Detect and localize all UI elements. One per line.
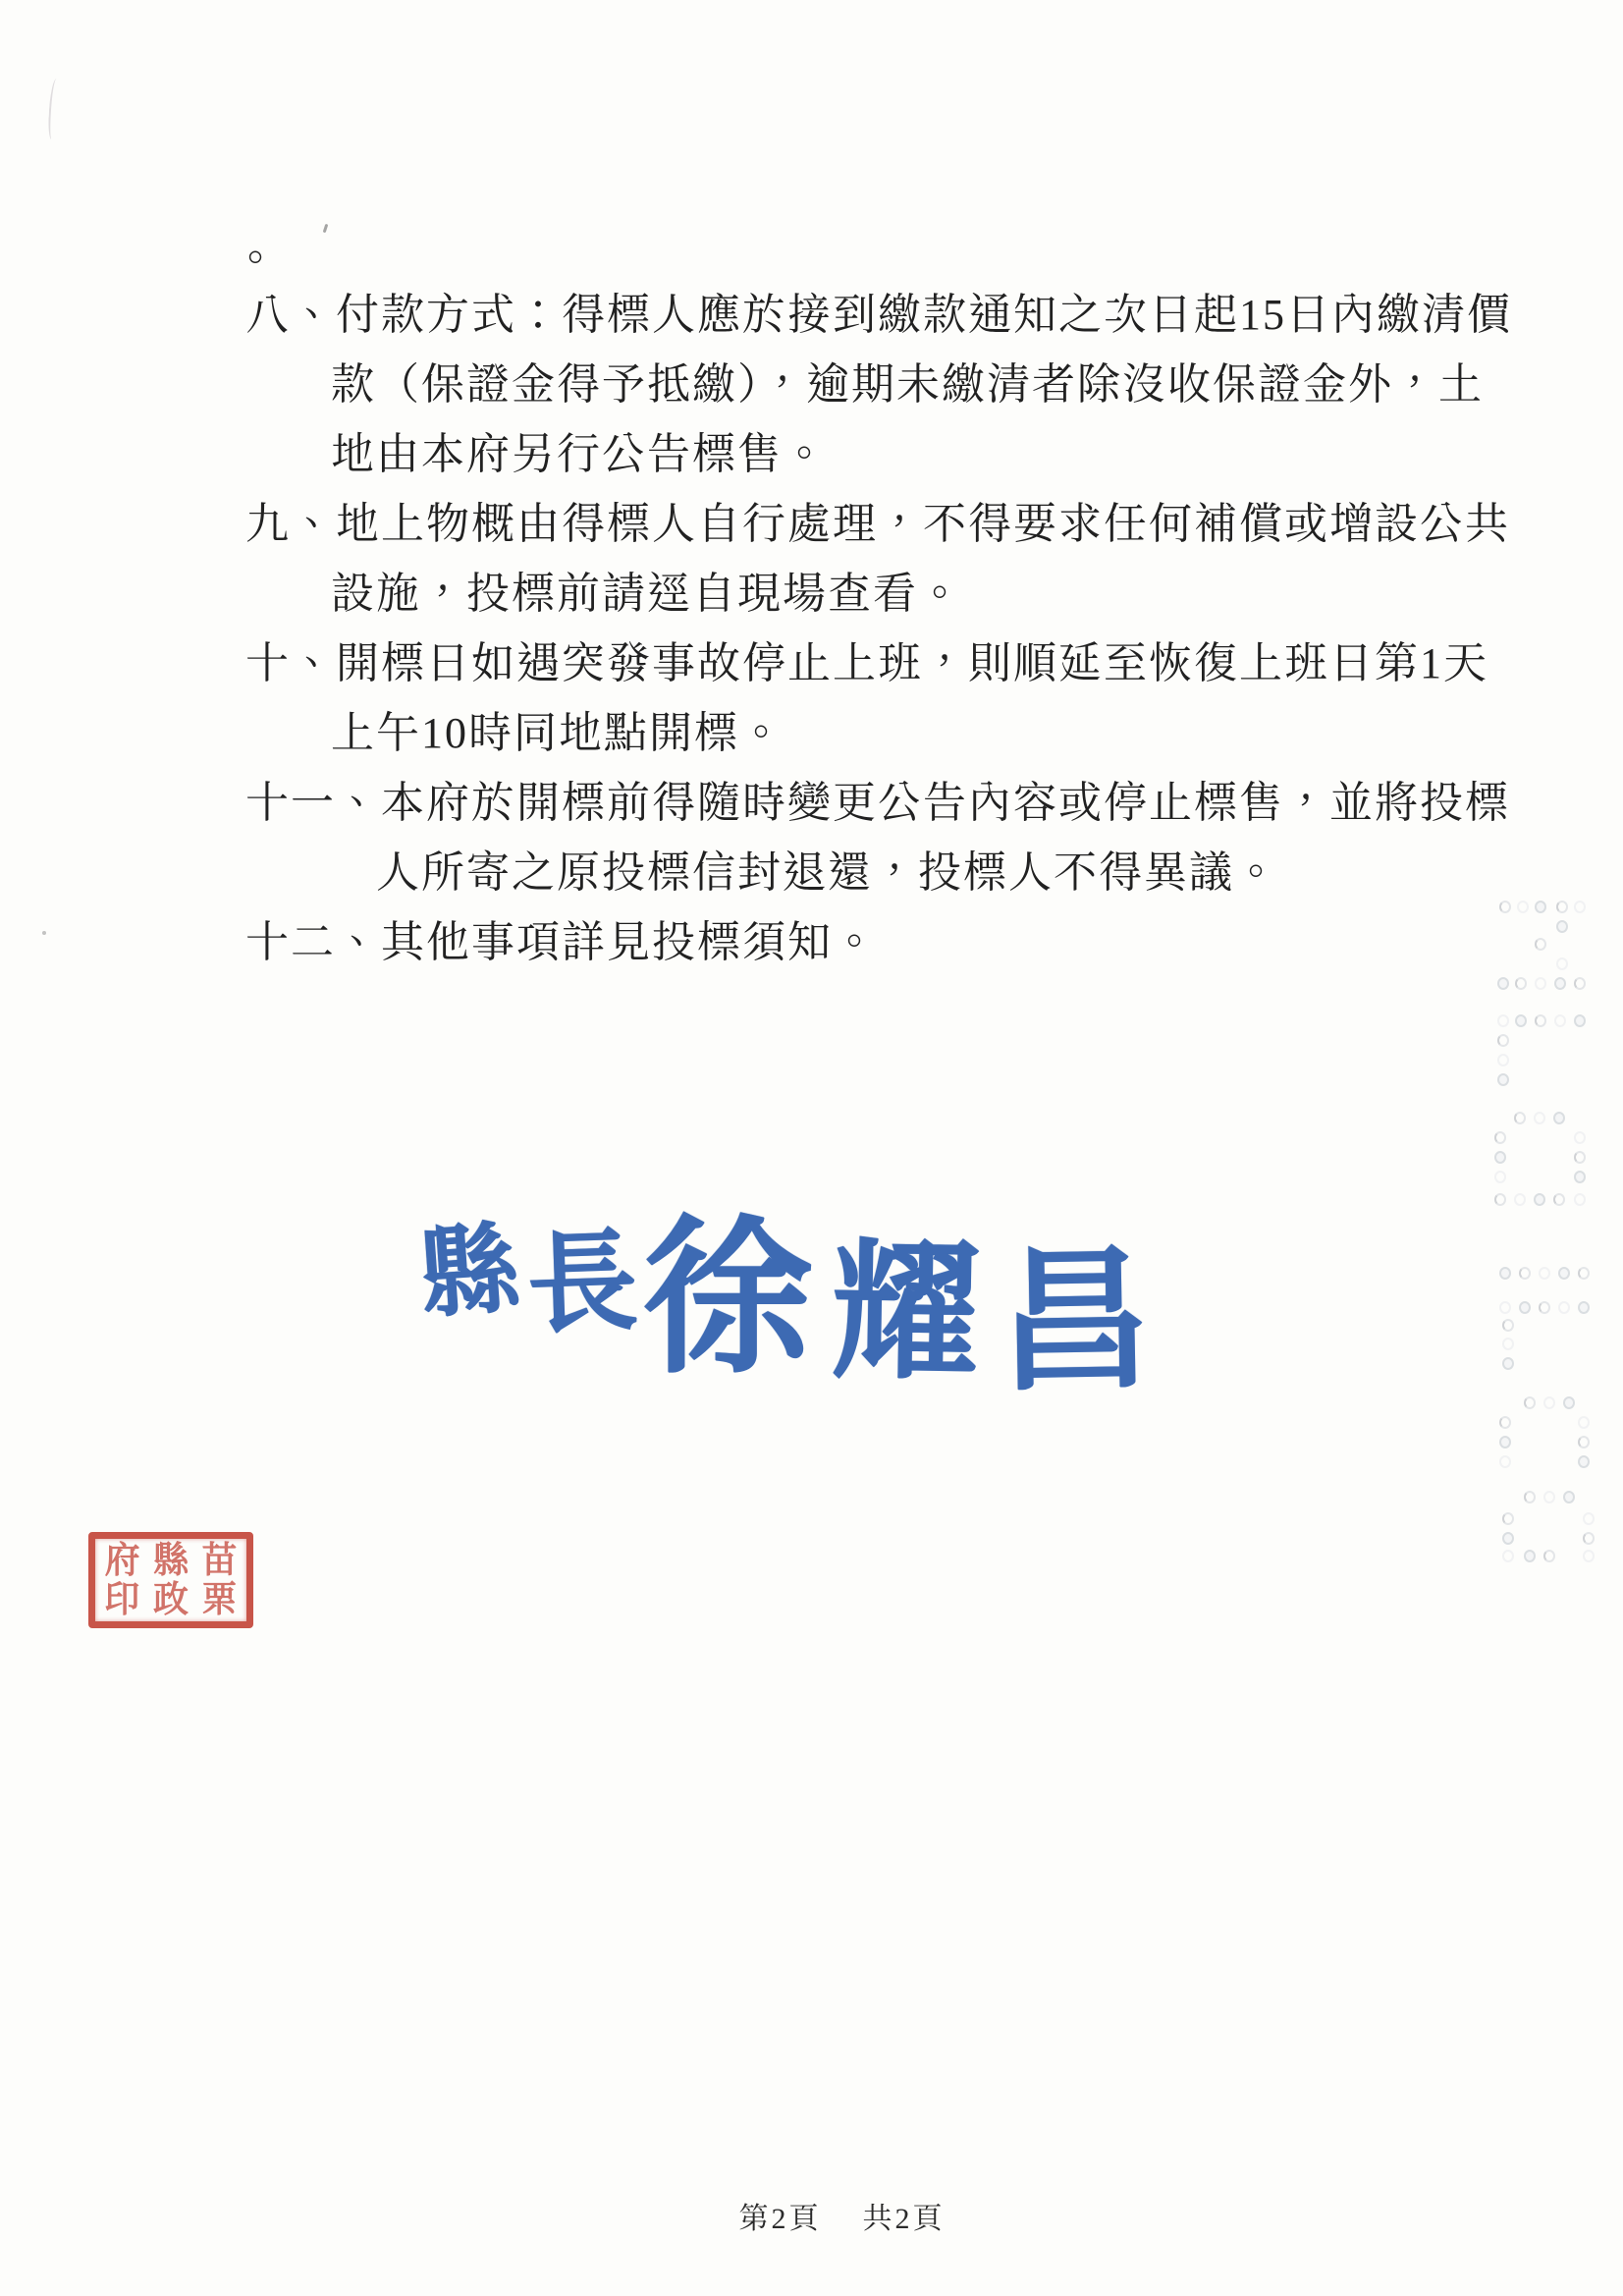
scan-dot bbox=[1558, 1301, 1570, 1314]
scan-dot bbox=[1499, 1301, 1511, 1314]
text-line: 款（保證金得予抵繳），逾期未繳清者除沒收保證金外，土 bbox=[331, 360, 1484, 409]
seal-char: 縣 bbox=[152, 1540, 189, 1581]
scan-dot bbox=[1583, 1550, 1595, 1562]
scan-dot bbox=[1502, 1532, 1514, 1545]
scan-dot bbox=[1574, 1151, 1586, 1164]
scan-dot bbox=[1563, 1491, 1575, 1503]
scan-dot bbox=[1578, 1416, 1590, 1429]
seal-column bbox=[105, 1541, 140, 1619]
text-line: 設施，投標前請逕自現場查看。 bbox=[331, 570, 963, 618]
scan-dot bbox=[1574, 1193, 1586, 1206]
scan-dot bbox=[1514, 1193, 1526, 1206]
scan-dot bbox=[1499, 1436, 1511, 1449]
text-line-item-11: 十一、本府於開標前得隨時變更公告內容或停止標售，並將投標 bbox=[245, 779, 1510, 827]
scan-dot bbox=[1499, 1455, 1511, 1468]
scan-dot bbox=[1494, 1131, 1506, 1144]
scan-dot bbox=[1519, 1267, 1531, 1280]
scan-dot bbox=[1497, 1034, 1509, 1047]
scan-dot bbox=[1534, 1112, 1545, 1124]
scan-dot bbox=[1574, 1014, 1586, 1027]
scan-dot bbox=[1578, 1301, 1590, 1314]
scan-dot bbox=[1543, 1491, 1555, 1503]
seal-char: 府 bbox=[104, 1540, 140, 1581]
text-line: 。 bbox=[247, 221, 293, 269]
text-line-item-9: 九、地上物概由得標人自行處理，不得要求任何補償或增設公共 bbox=[245, 500, 1510, 548]
scan-dot bbox=[1494, 1193, 1506, 1206]
scan-dot bbox=[1502, 1357, 1514, 1370]
page-footer bbox=[30, 2194, 1623, 2237]
seal-char: 政 bbox=[152, 1579, 189, 1620]
scan-dot bbox=[1497, 1054, 1509, 1066]
scan-dot bbox=[1515, 977, 1527, 990]
signature-char: 徐 bbox=[643, 1207, 812, 1394]
signature-char: 耀 bbox=[829, 1230, 982, 1398]
scan-dot bbox=[1574, 1131, 1586, 1144]
scan-dot bbox=[1539, 1301, 1550, 1314]
footer-gap bbox=[822, 2194, 863, 2237]
scan-dot bbox=[1524, 1491, 1536, 1503]
seal-column bbox=[153, 1541, 189, 1619]
scan-dot bbox=[1499, 1416, 1511, 1429]
scan-dot bbox=[1502, 1512, 1514, 1525]
text-line-item-12: 十二、其他事項詳見投標須知。 bbox=[245, 918, 878, 966]
scan-dot bbox=[1535, 977, 1546, 990]
scan-dot bbox=[1524, 1550, 1536, 1562]
scan-dot bbox=[1583, 1532, 1595, 1545]
seal-char: 苗 bbox=[201, 1540, 238, 1581]
scan-dot bbox=[1543, 1550, 1555, 1562]
scan-dot bbox=[1502, 1338, 1514, 1350]
scan-dot bbox=[1553, 1112, 1565, 1124]
scan-dot bbox=[1497, 1014, 1509, 1027]
page-number: 第2頁 bbox=[738, 2203, 822, 2235]
scan-dot bbox=[1519, 1301, 1531, 1314]
scan-dot bbox=[1534, 1193, 1545, 1206]
scan-dot bbox=[1535, 1014, 1546, 1027]
text-line-item-10: 十、開標日如遇突發事故停止上班，則順延至恢復上班日第1天 bbox=[245, 639, 1488, 687]
signature-char: 長 bbox=[524, 1222, 640, 1347]
text-line: 人所寄之原投標信封退還，投標人不得異議。 bbox=[376, 848, 1279, 897]
seal-char: 印 bbox=[104, 1579, 140, 1620]
scan-dot bbox=[1583, 1512, 1595, 1525]
scan-dot bbox=[1502, 1319, 1514, 1332]
text-line-item-8: 八、付款方式：得標人應於接到繳款通知之次日起15日內繳清價 bbox=[245, 291, 1512, 339]
scan-dot bbox=[1494, 1171, 1506, 1183]
page-total: 共2頁 bbox=[862, 2203, 946, 2235]
scan-dot bbox=[1502, 1550, 1514, 1562]
scan-dot bbox=[1494, 1151, 1506, 1164]
scan-dot bbox=[1539, 1267, 1550, 1280]
scan-dot bbox=[1524, 1396, 1536, 1409]
scan-dot bbox=[1578, 1267, 1590, 1280]
scan-squiggle-artifact bbox=[47, 79, 60, 139]
signature-char: 昌 bbox=[995, 1234, 1154, 1410]
scan-dot bbox=[1497, 1073, 1509, 1086]
scan-dot bbox=[1554, 1014, 1566, 1027]
scan-dot bbox=[1574, 977, 1586, 990]
announcement-body bbox=[0, 210, 1623, 977]
signature-char: 縣 bbox=[416, 1214, 522, 1331]
scan-dot bbox=[1515, 1014, 1527, 1027]
text-line: 上午10時同地點開標。 bbox=[331, 709, 784, 757]
scan-dot bbox=[1578, 1455, 1590, 1468]
text-line: 地由本府另行公告標售。 bbox=[331, 430, 828, 478]
seal-column bbox=[201, 1541, 237, 1619]
scan-dot bbox=[1554, 977, 1566, 990]
scan-dot bbox=[1514, 1112, 1526, 1124]
scan-dot bbox=[1563, 1396, 1575, 1409]
official-seal bbox=[88, 1532, 253, 1628]
scan-dot bbox=[1574, 1171, 1586, 1183]
scan-dot bbox=[1558, 1267, 1570, 1280]
scan-dot bbox=[1497, 977, 1509, 990]
scan-dot bbox=[1553, 1193, 1565, 1206]
scan-dot bbox=[1499, 1267, 1511, 1280]
scan-dot bbox=[1543, 1396, 1555, 1409]
seal-char: 栗 bbox=[201, 1579, 238, 1620]
scan-dot bbox=[1578, 1436, 1590, 1449]
